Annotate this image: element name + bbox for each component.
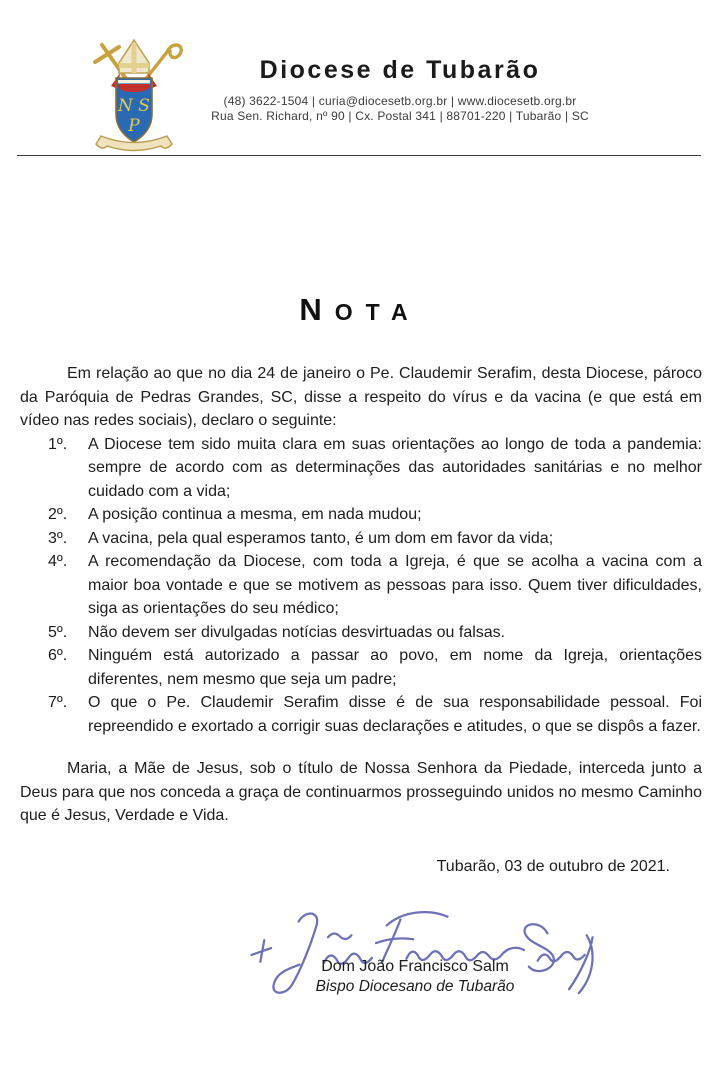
list-item <box>20 644 702 691</box>
page-title <box>0 292 720 328</box>
contact-line-2: Rua Sen. Richard, nº 90 | Cx. Postal 341 | 88701-220 | Tubarão | SC <box>211 109 589 123</box>
signer-name: Dom João Francisco Salm <box>321 958 509 975</box>
list-item <box>20 621 702 645</box>
document-body <box>20 362 702 878</box>
title-smallcaps: OTA <box>334 299 421 325</box>
item-text: A recomendação da Diocese, com toda a Igreja, é que se acolha a vacina com a maior boa vontade e que se motivem as pessoas para isso. Quem tiver dificuldades, siga as orientações do seu médico; <box>88 553 702 617</box>
item-number: 3º. <box>48 529 68 547</box>
list-item <box>20 433 702 504</box>
contact-line-1: (48) 3622-1504 | curia@diocesetb.org.br | www.diocesetb.org.br <box>223 94 577 108</box>
item-text: A vacina, pela qual esperamos tanto, é um dom em favor da vida; <box>88 529 554 547</box>
signer-role: Bispo Diocesano de Tubarão <box>315 978 515 995</box>
list-item <box>20 691 702 738</box>
signature-block <box>255 958 575 996</box>
list-item <box>20 527 702 551</box>
closing-paragraph: Maria, a Mãe de Jesus, sob o título de Nossa Senhora da Piedade, interceda junto a Deus para que nos conceda a graça de continuarmos prosseguindo unidos no mesmo Caminho que é Jesus, Verdade e Vida. <box>20 760 702 824</box>
statement-list <box>20 433 702 739</box>
monogram-p: P <box>128 116 140 136</box>
intro-paragraph: Em relação ao que no dia 24 de janeiro o Pe. Claudemir Serafim, desta Diocese, pároco da Paróquia de Pedras Grandes, SC, disse a respeito do vírus e da vacina (e que está em vídeo nas redes sociais), declaro o seguinte: <box>20 365 702 429</box>
item-number: 6º. <box>48 647 68 664</box>
item-number: 1º. <box>48 435 68 453</box>
item-text: A Diocese tem sido muita clara em suas orientações ao longo de toda a pandemia: sempre de acordo com as determinações das autoridades sanitárias e no melhor cuidado com a vida; <box>88 435 702 500</box>
item-number: 7º. <box>48 694 68 711</box>
letterhead-text <box>130 56 670 124</box>
organization-title: Diocese de Tubarão <box>259 56 541 84</box>
item-text: Ninguém está autorizado a passar ao povo, em nome da Igreja, orientações diferentes, nem mesmo que seja um padre; <box>88 647 702 688</box>
item-text: O que o Pe. Claudemir Serafim disse é de sua responsabilidade pessoal. Foi repreendido e exortado a corrigir suas declarações e atitudes, o que se dispôs a fazer. <box>88 694 702 735</box>
header-divider <box>17 155 701 156</box>
list-item <box>20 550 702 621</box>
item-number: 2º. <box>48 506 68 523</box>
item-number: 5º. <box>48 623 68 641</box>
item-text: A posição continua a mesma, em nada mudou; <box>88 506 422 523</box>
item-number: 4º. <box>48 553 68 570</box>
item-text: Não devem ser divulgadas notícias desvirtuadas ou falsas. <box>88 623 506 641</box>
title-initial: N <box>299 292 335 327</box>
list-item <box>20 503 702 527</box>
monogram-ns: N S <box>118 96 150 116</box>
dateline: Tubarão, 03 de outubro de 2021. <box>436 857 670 875</box>
